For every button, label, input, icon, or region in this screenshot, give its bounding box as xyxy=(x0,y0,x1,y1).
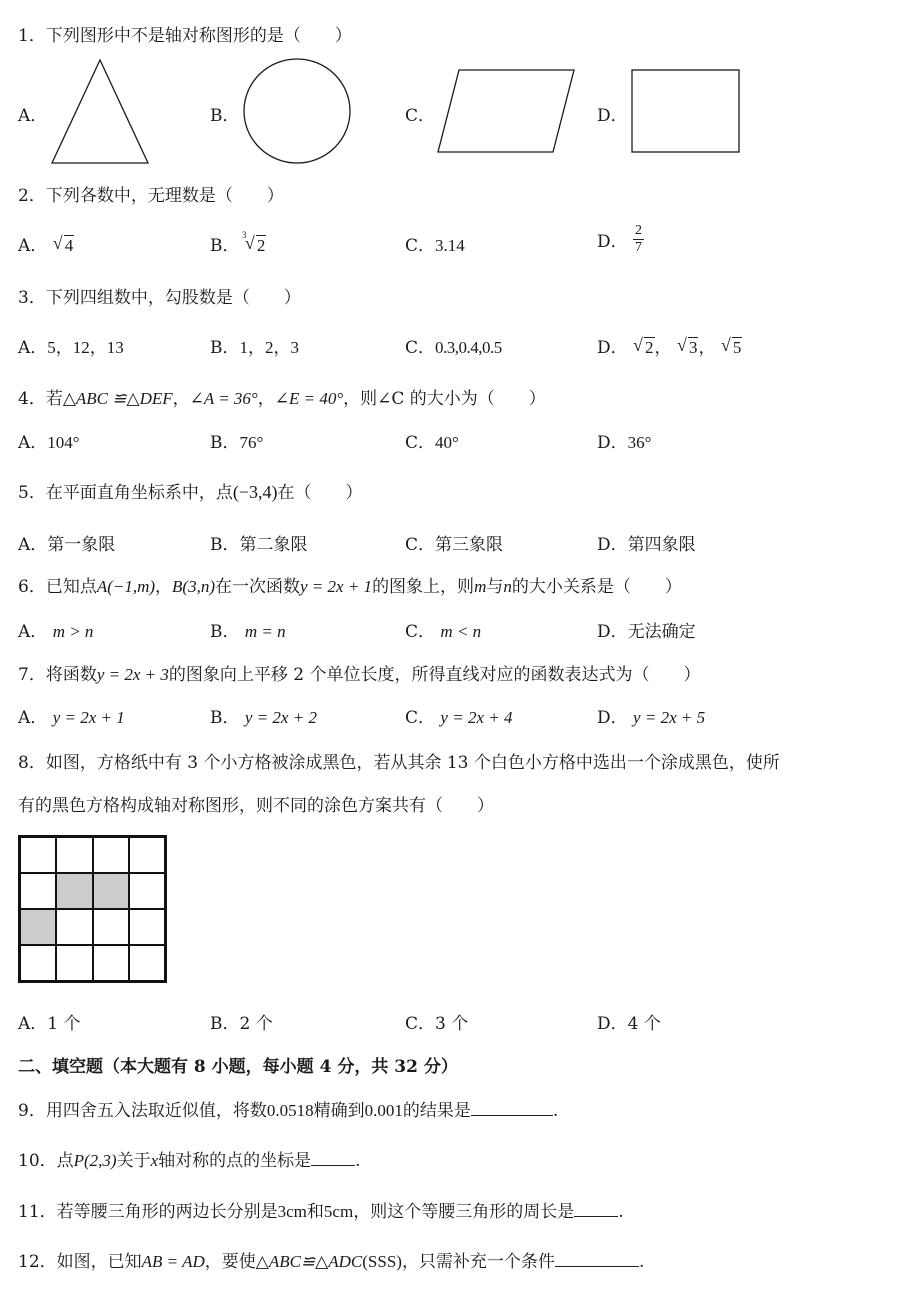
period: . xyxy=(638,1252,645,1272)
grid-cell xyxy=(20,873,56,909)
question-number: 8． xyxy=(18,753,46,773)
q4-option-d[interactable] xyxy=(597,428,651,453)
option-label: B． xyxy=(210,236,240,256)
option-value: 0.3,0.4,0.5 xyxy=(435,338,502,357)
q4-option-c[interactable] xyxy=(405,428,459,453)
number-value: 0.0518 xyxy=(266,1101,314,1120)
square-root-5: √ 5 xyxy=(720,335,742,357)
option-label: A． xyxy=(18,338,48,358)
option-label: B． xyxy=(210,535,240,555)
point-p: P(2,3) xyxy=(73,1151,117,1170)
q2-option-d[interactable] xyxy=(597,223,644,256)
point-coordinates: (−3,4) xyxy=(232,482,278,502)
denominator: 7 xyxy=(635,240,643,255)
option-value: 3.14 xyxy=(435,236,465,255)
question-number: 4． xyxy=(18,389,46,409)
option-value: m < n xyxy=(440,622,482,641)
separator: ， xyxy=(698,338,716,358)
question-text: 的大小关系是（ ） xyxy=(511,577,682,597)
question-number: 10． xyxy=(18,1151,57,1171)
option-value: 第二象限 xyxy=(239,535,308,555)
question-text: 的图象向上平移 2 个单位长度，所得直线对应的函数表达式为（ ） xyxy=(168,665,701,685)
separator: ， xyxy=(654,338,672,358)
question-8-stem-line1 xyxy=(18,748,780,773)
option-value: y = 2x + 4 xyxy=(440,708,513,727)
q5-option-d[interactable] xyxy=(597,530,696,555)
q1-option-d-label[interactable]: D． xyxy=(597,106,628,126)
question-text: ，则∠C 的大小为（ ） xyxy=(343,389,546,409)
question-number: 1． xyxy=(18,26,46,46)
q5-option-c[interactable] xyxy=(405,530,503,555)
q4-option-b[interactable] xyxy=(210,428,263,453)
question-10 xyxy=(18,1146,361,1171)
variable-n: n xyxy=(503,577,512,596)
q2-option-b[interactable] xyxy=(210,231,266,256)
question-number: 3． xyxy=(18,288,46,308)
question-5-stem xyxy=(18,478,362,503)
question-text: 如图，方格纸中有 3 个小方格被涂成黑色，若从其余 13 个白色小方格中选出一个涂成黑色，使所 xyxy=(45,753,780,773)
numerator: 2 xyxy=(635,223,643,238)
question-text: 已知点 xyxy=(45,577,97,597)
question-text: 在平面直角坐标系中，点 xyxy=(45,483,233,503)
question-text: 在一次函数 xyxy=(215,577,301,597)
question-text: 的结果是 xyxy=(402,1101,471,1121)
separator: ， xyxy=(155,577,173,597)
rectangle-figure xyxy=(630,68,742,156)
fraction-2-7 xyxy=(633,223,644,256)
q4-option-a[interactable] xyxy=(18,428,80,453)
q1-option-a-label[interactable]: A． xyxy=(18,106,48,126)
option-label: B． xyxy=(210,433,240,453)
question-text: 下列图形中不是轴对称图形的是（ ） xyxy=(45,26,352,46)
question-12 xyxy=(18,1247,644,1272)
option-value: y = 2x + 5 xyxy=(633,708,706,727)
square-grid-figure xyxy=(18,835,167,983)
question-text: 下列四组数中，勾股数是（ ） xyxy=(45,288,301,308)
given-condition: AB = AD xyxy=(141,1252,205,1271)
radicand: 2 xyxy=(645,338,654,357)
question-text: 在（ ） xyxy=(277,483,363,503)
square-root-3: √ 3 xyxy=(676,335,698,357)
precision-value: 0.001 xyxy=(364,1101,403,1120)
grid-cell xyxy=(56,909,92,945)
option-label: A． xyxy=(18,708,48,728)
answer-blank[interactable] xyxy=(311,1149,355,1166)
question-text: 如图，已知 xyxy=(56,1252,142,1272)
parallelogram-figure xyxy=(436,68,578,156)
q7-option-b[interactable] xyxy=(210,703,317,728)
option-label: C． xyxy=(405,433,436,453)
radicand: 5 xyxy=(732,338,742,357)
option-value: m > n xyxy=(52,622,94,641)
question-4-stem xyxy=(18,384,546,409)
option-label: A． xyxy=(18,236,48,256)
q6-option-a[interactable] xyxy=(18,617,93,642)
question-text: 有的黑色方格构成轴对称图形，则不同的涂色方案共有（ ） xyxy=(18,796,494,816)
question-text: ，要使 xyxy=(204,1252,256,1272)
question-3-stem xyxy=(18,283,301,308)
question-text: 关于 xyxy=(116,1151,151,1171)
question-text: 和 xyxy=(306,1202,324,1222)
period: . xyxy=(618,1202,624,1222)
q8-option-d[interactable] xyxy=(597,1009,661,1034)
grid-cell xyxy=(129,873,165,909)
option-label: D． xyxy=(597,708,628,728)
grid-cell xyxy=(129,909,165,945)
length-2: 5cm xyxy=(323,1202,354,1221)
grid-cell xyxy=(56,837,92,873)
cube-root-2: 3 √ 2 xyxy=(241,230,266,255)
q1-option-b-label[interactable]: B． xyxy=(210,106,240,126)
option-label: D． xyxy=(597,535,628,555)
question-9 xyxy=(18,1096,558,1121)
answer-blank[interactable] xyxy=(555,1250,639,1267)
q7-option-d[interactable] xyxy=(597,703,705,728)
point-b: B(3,n) xyxy=(172,577,216,596)
function-expression: y = 2x + 1 xyxy=(300,577,373,596)
option-label: B． xyxy=(210,708,240,728)
q6-option-c[interactable] xyxy=(405,617,481,642)
answer-blank[interactable] xyxy=(471,1099,553,1116)
angle-e-condition: ∠E = 40° xyxy=(274,389,344,408)
question-text: 若等腰三角形的两边长分别是 xyxy=(56,1202,278,1222)
answer-blank[interactable] xyxy=(574,1200,618,1217)
q2-option-c[interactable] xyxy=(405,231,465,256)
option-label: C． xyxy=(405,708,436,728)
radicand: 4 xyxy=(64,236,74,255)
question-7-stem xyxy=(18,660,701,685)
option-value: 第三象限 xyxy=(435,535,504,555)
period: . xyxy=(552,1101,559,1121)
option-label: D． xyxy=(597,433,628,453)
q8-option-c[interactable] xyxy=(405,1009,468,1034)
point-a: A(−1,m) xyxy=(96,577,156,596)
axis-x: x xyxy=(150,1151,159,1170)
option-value: y = 2x + 1 xyxy=(52,708,125,727)
grid-cell xyxy=(93,837,129,873)
option-value: 第四象限 xyxy=(627,535,696,555)
radicand: 2 xyxy=(256,236,266,255)
option-label: C． xyxy=(405,622,436,642)
question-number: 7． xyxy=(18,665,46,685)
section-2-heading: 二、填空题（本大题有 8 小题，每小题 4 分，共 32 分） xyxy=(18,1057,458,1077)
option-value: 3 个 xyxy=(435,1014,469,1034)
q3-option-b[interactable] xyxy=(210,333,299,358)
option-value: 2 个 xyxy=(239,1014,273,1034)
question-text: 点 xyxy=(56,1151,74,1171)
option-label: B． xyxy=(210,622,240,642)
option-label: A． xyxy=(18,1014,48,1034)
option-label: C． xyxy=(405,535,436,555)
q7-option-c[interactable] xyxy=(405,703,512,728)
angle-a-condition: ∠A = 36° xyxy=(189,389,258,408)
grid-cell xyxy=(20,945,56,981)
question-1-stem xyxy=(18,21,352,46)
q7-option-a[interactable] xyxy=(18,703,125,728)
separator: ， xyxy=(257,389,275,409)
q8-option-a[interactable] xyxy=(18,1009,81,1034)
grid-cell xyxy=(93,909,129,945)
option-value: 5，12，13 xyxy=(47,338,124,357)
radicand: 3 xyxy=(688,338,698,357)
question-number: 12． xyxy=(18,1252,57,1272)
grid-cell-shaded xyxy=(20,909,56,945)
variable-m: m xyxy=(474,577,487,596)
circle-figure xyxy=(242,57,354,167)
grid-cell xyxy=(129,945,165,981)
option-value: 104° xyxy=(47,433,80,452)
option-label: A． xyxy=(18,535,48,555)
congruence-expression: △ABC ≌△DEF xyxy=(62,389,173,408)
question-text: 轴对称的点的坐标是 xyxy=(158,1151,312,1171)
option-label: C． xyxy=(405,236,436,256)
option-label: B． xyxy=(210,1014,240,1034)
question-number: 5． xyxy=(18,483,46,503)
question-number: 6． xyxy=(18,577,46,597)
q3-option-d[interactable] xyxy=(597,333,742,358)
option-value: y = 2x + 2 xyxy=(244,708,317,727)
option-label: C． xyxy=(405,338,436,358)
q6-option-b[interactable] xyxy=(210,617,286,642)
option-value: 4 个 xyxy=(627,1014,661,1034)
question-6-stem xyxy=(18,572,682,597)
question-number: 2． xyxy=(18,186,46,206)
option-label: A． xyxy=(18,433,48,453)
square-root-2: √ 2 xyxy=(633,335,654,357)
option-value: m = n xyxy=(244,622,286,641)
question-2-stem xyxy=(18,181,284,206)
q6-option-d[interactable] xyxy=(597,617,696,642)
congruence-method: (SSS) xyxy=(362,1252,402,1271)
question-text: 与 xyxy=(486,577,504,597)
question-number: 9． xyxy=(18,1101,46,1121)
question-8-stem-line2 xyxy=(18,791,494,816)
question-text: ，则这个等腰三角形的周长是 xyxy=(353,1202,575,1222)
grid-cell xyxy=(56,945,92,981)
square-root-4: √ 4 xyxy=(52,233,74,255)
option-value: 第一象限 xyxy=(47,535,116,555)
option-label: D． xyxy=(597,338,628,358)
root-index: 3 xyxy=(241,230,247,240)
option-label: D． xyxy=(597,1014,628,1034)
question-11 xyxy=(18,1197,624,1222)
option-value: 36° xyxy=(627,433,652,452)
q5-option-b[interactable] xyxy=(210,530,308,555)
question-text: 下列各数中，无理数是（ ） xyxy=(45,186,284,206)
q3-option-a[interactable] xyxy=(18,333,124,358)
grid-cell xyxy=(93,945,129,981)
q3-option-c[interactable] xyxy=(405,333,502,358)
option-label: D． xyxy=(597,622,628,642)
grid-cell xyxy=(129,837,165,873)
option-value: 1 个 xyxy=(47,1014,81,1034)
triangle-figure xyxy=(50,58,152,166)
congruence-expression: △ABC≌△ADC xyxy=(255,1252,363,1271)
q8-option-b[interactable] xyxy=(210,1009,273,1034)
option-label: C． xyxy=(405,1014,436,1034)
question-text: 用四舍五入法取近似值，将数 xyxy=(45,1101,267,1121)
question-text: 将函数 xyxy=(45,665,97,685)
function-expression: y = 2x + 3 xyxy=(96,665,169,684)
length-1: 3cm xyxy=(277,1202,307,1221)
grid-cell xyxy=(20,837,56,873)
q1-option-c-label[interactable]: C． xyxy=(405,106,436,126)
separator: ， xyxy=(172,389,190,409)
q5-option-a[interactable] xyxy=(18,530,115,555)
period: . xyxy=(355,1151,361,1171)
option-label: D． xyxy=(597,232,628,252)
question-text: 的图象上，则 xyxy=(372,577,475,597)
grid-cell-shaded xyxy=(93,873,129,909)
question-text: 精确到 xyxy=(313,1101,365,1121)
option-value: 76° xyxy=(239,433,264,452)
option-value: 无法确定 xyxy=(627,622,696,642)
option-label: A． xyxy=(18,622,48,642)
question-text: 若 xyxy=(45,389,63,409)
question-number: 11． xyxy=(18,1202,57,1222)
grid-cell-shaded xyxy=(56,873,92,909)
q2-option-a[interactable] xyxy=(18,231,74,256)
option-value: 1，2，3 xyxy=(239,338,299,357)
question-text: ，只需补充一个条件 xyxy=(401,1252,555,1272)
option-value: 40° xyxy=(435,433,459,452)
option-label: B． xyxy=(210,338,240,358)
